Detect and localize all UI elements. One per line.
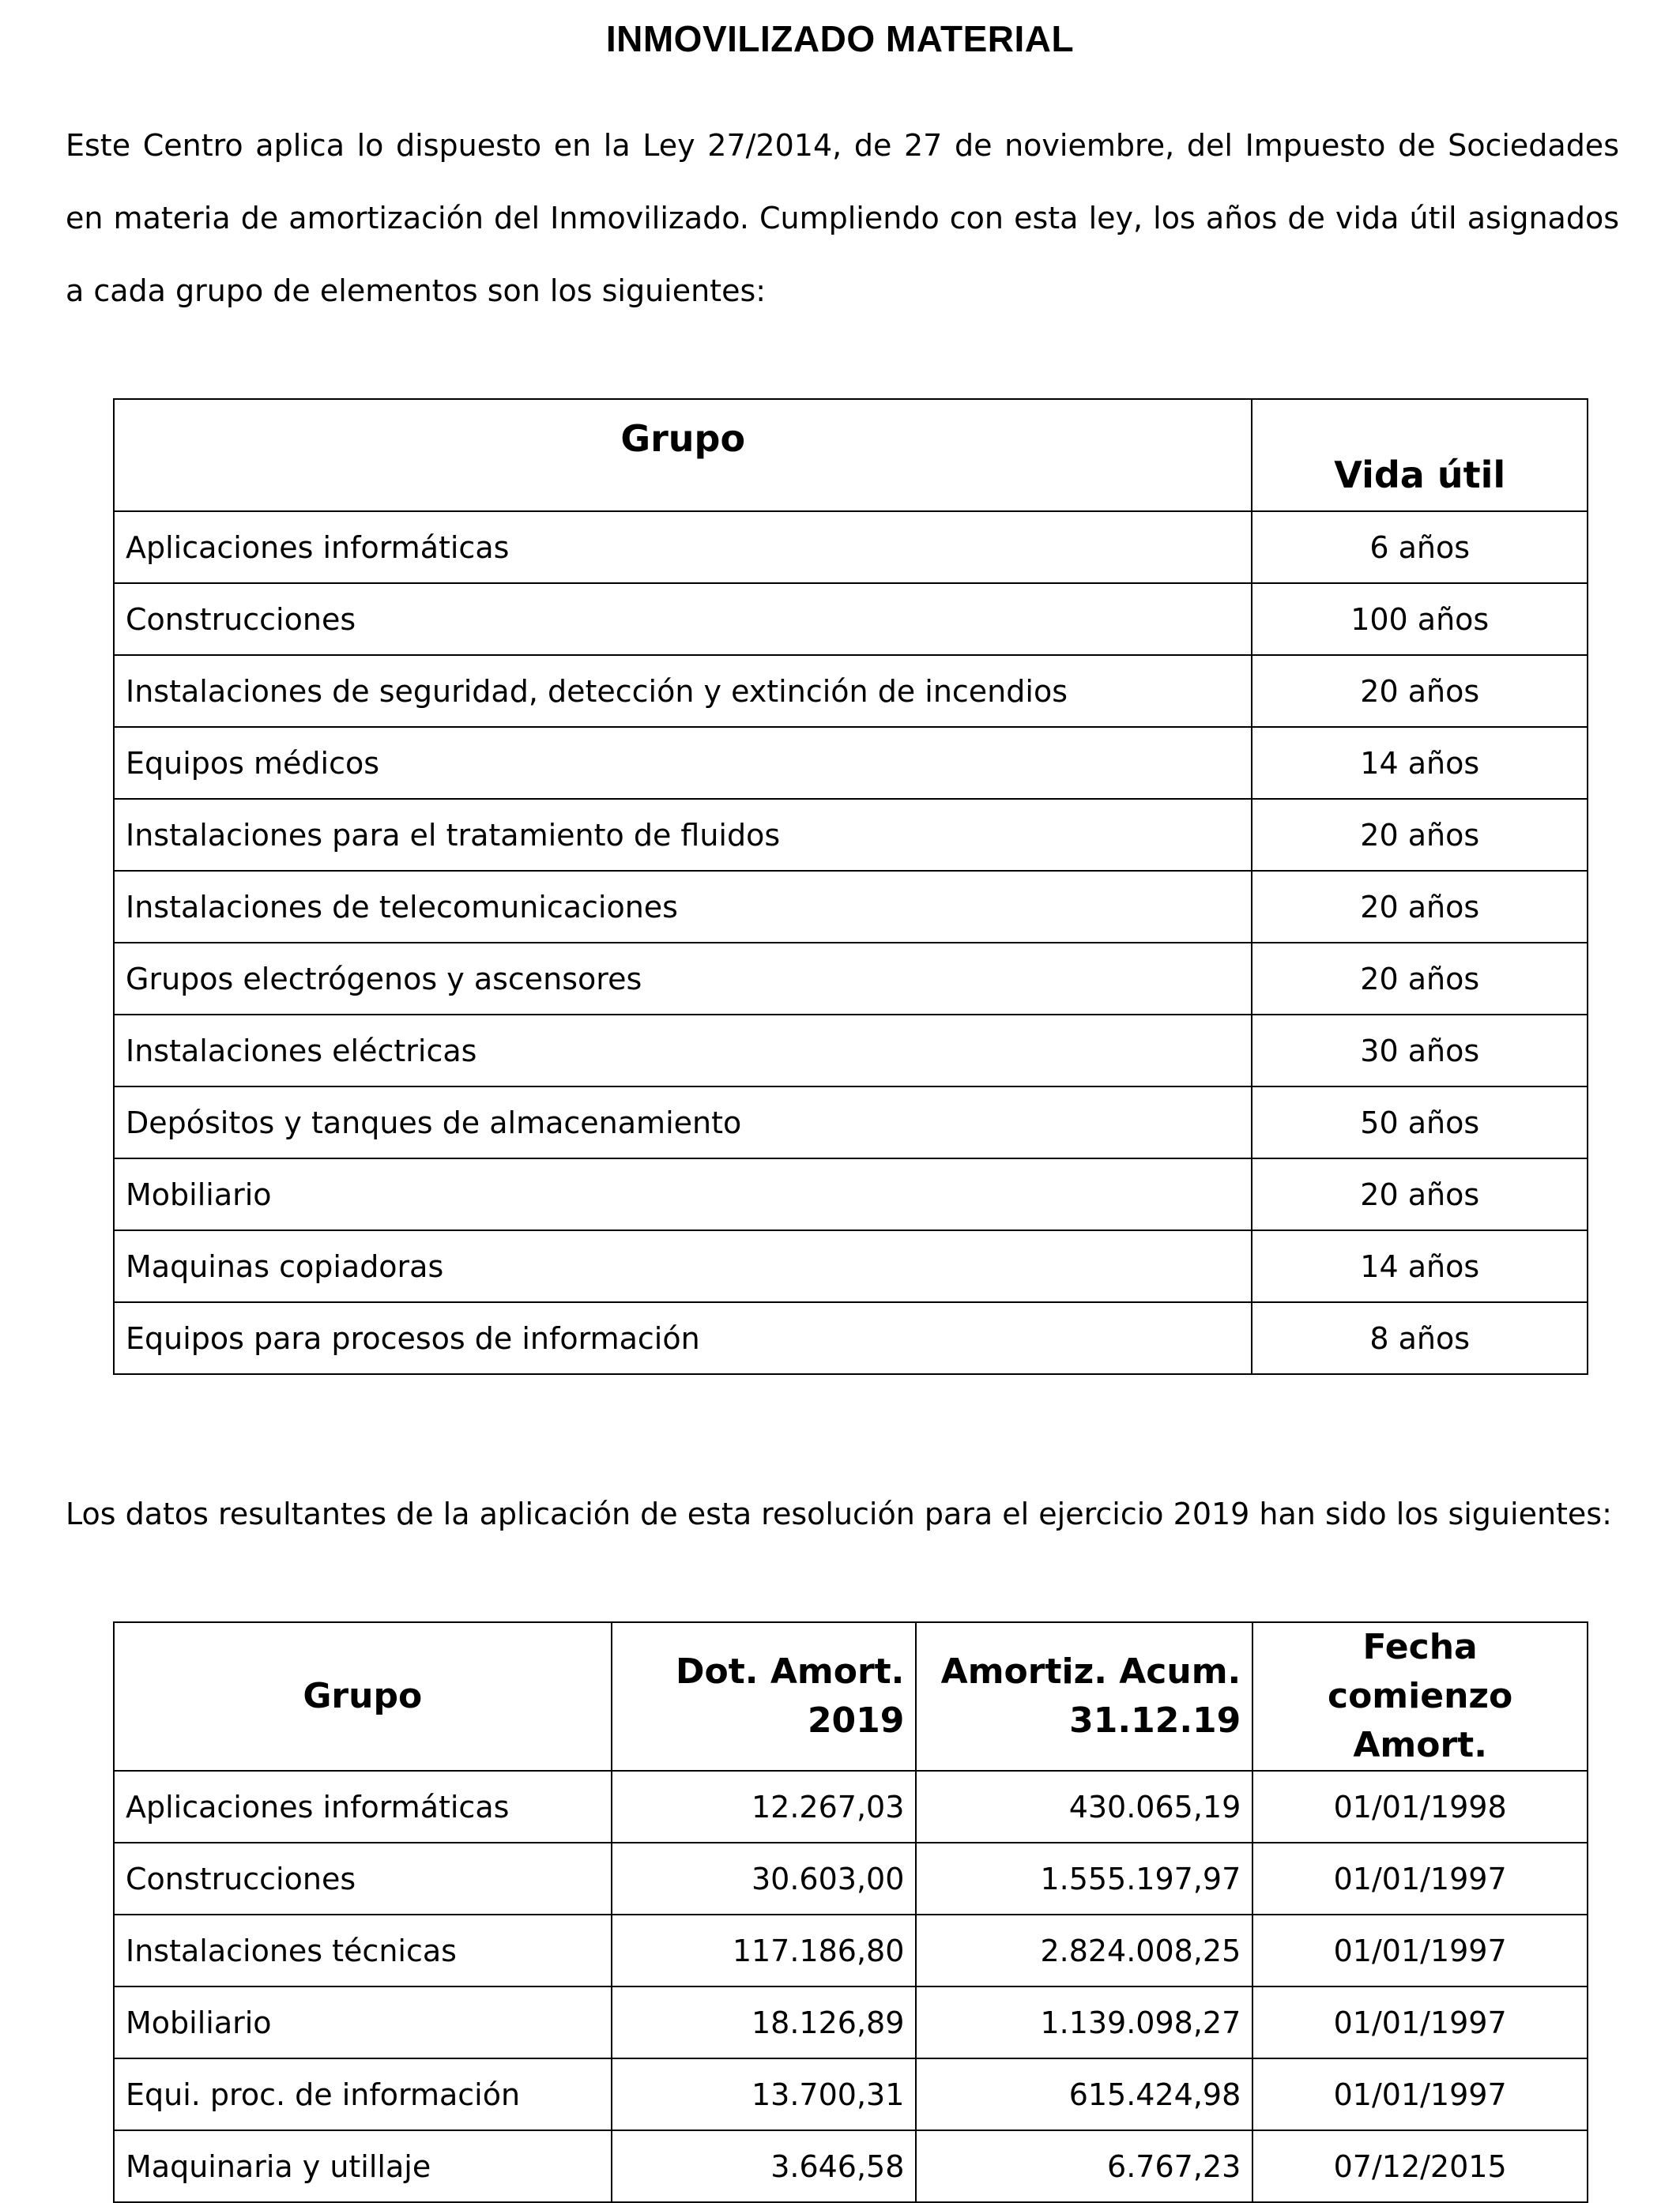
cell-grupo: Equipos médicos xyxy=(114,727,1252,799)
cell-grupo: Construcciones xyxy=(114,583,1252,655)
table-row xyxy=(114,511,1588,583)
cell-grupo: Mobiliario xyxy=(114,1158,1252,1230)
page-title: INMOVILIZADO MATERIAL xyxy=(605,18,1075,59)
table-row xyxy=(114,1843,1588,1915)
cell-grupo: Depósitos y tanques de almacenamiento xyxy=(114,1086,1252,1158)
header-line: 2019 xyxy=(807,1700,905,1741)
cell-fecha-comienzo: 07/12/2015 xyxy=(1252,2130,1588,2202)
cell-vida-util: 20 años xyxy=(1252,799,1588,871)
table-row xyxy=(114,799,1588,871)
useful-life-table xyxy=(113,398,1588,1375)
table-header-row xyxy=(114,399,1588,511)
cell-grupo: Maquinas copiadoras xyxy=(114,1230,1252,1302)
cell-vida-util: 100 años xyxy=(1252,583,1588,655)
header-line: Grupo xyxy=(303,1676,423,1716)
column-header-grupo: Grupo xyxy=(114,399,1252,511)
table-row xyxy=(114,943,1588,1015)
table-header-row xyxy=(114,1622,1588,1771)
intro-paragraph: Este Centro aplica lo dispuesto en la Ley 27/2014, de 27 de noviembre, del Impuesto de Sociedades en materia de amortización del Inmovilizado. Cumpliendo con esta ley, los años de vida útil asignados a cada grupo de elementos son los siguientes: xyxy=(66,128,1619,308)
cell-amortiz-acum: 1.139.098,27 xyxy=(916,1986,1252,2058)
column-header-amortiz-acum xyxy=(916,1622,1252,1771)
cell-vida-util: 50 años xyxy=(1252,1086,1588,1158)
cell-vida-util: 20 años xyxy=(1252,1158,1588,1230)
table-row xyxy=(114,2130,1588,2202)
cell-fecha-comienzo: 01/01/1997 xyxy=(1252,1986,1588,2058)
cell-dot-amort: 30.603,00 xyxy=(612,1843,917,1915)
cell-grupo: Aplicaciones informáticas xyxy=(114,511,1252,583)
cell-dot-amort: 3.646,58 xyxy=(612,2130,917,2202)
amortization-table xyxy=(113,1621,1588,2203)
table-row xyxy=(114,871,1588,943)
cell-fecha-comienzo: 01/01/1997 xyxy=(1252,2058,1588,2130)
cell-vida-util: 30 años xyxy=(1252,1015,1588,1086)
column-header-fecha-comienzo xyxy=(1252,1622,1588,1771)
cell-grupo: Instalaciones para el tratamiento de fluidos xyxy=(114,799,1252,871)
table-row xyxy=(114,1086,1588,1158)
table-row xyxy=(114,1915,1588,1986)
results-paragraph: Los datos resultantes de la aplicación de esta resolución para el ejercicio 2019 han sido los siguientes: xyxy=(66,1497,1612,1531)
cell-grupo: Grupos electrógenos y ascensores xyxy=(114,943,1252,1015)
header-line: Fecha comienzo xyxy=(1328,1627,1513,1716)
cell-vida-util: 14 años xyxy=(1252,1230,1588,1302)
column-header-vida-util: Vida útil xyxy=(1252,399,1588,511)
cell-grupo: Instalaciones de telecomunicaciones xyxy=(114,871,1252,943)
column-header-dot-amort xyxy=(612,1622,917,1771)
cell-vida-util: 6 años xyxy=(1252,511,1588,583)
cell-vida-util: 20 años xyxy=(1252,655,1588,727)
header-line: 31.12.19 xyxy=(1069,1700,1241,1741)
cell-dot-amort: 13.700,31 xyxy=(612,2058,917,2130)
header-line: Amortiz. Acum. xyxy=(940,1651,1241,1692)
table-row xyxy=(114,655,1588,727)
cell-vida-util: 20 años xyxy=(1252,943,1588,1015)
cell-amortiz-acum: 6.767,23 xyxy=(916,2130,1252,2202)
table-row xyxy=(114,583,1588,655)
header-line: Amort. xyxy=(1353,1725,1487,1765)
cell-dot-amort: 18.126,89 xyxy=(612,1986,917,2058)
cell-amortiz-acum: 1.555.197,97 xyxy=(916,1843,1252,1915)
cell-dot-amort: 117.186,80 xyxy=(612,1915,917,1986)
cell-grupo: Construcciones xyxy=(114,1843,612,1915)
table-row xyxy=(114,2058,1588,2130)
cell-vida-util: 20 años xyxy=(1252,871,1588,943)
table-row xyxy=(114,1302,1588,1374)
cell-grupo: Equi. proc. de información xyxy=(114,2058,612,2130)
header-line: Dot. Amort. xyxy=(676,1651,905,1692)
cell-grupo: Instalaciones técnicas xyxy=(114,1915,612,1986)
cell-vida-util: 14 años xyxy=(1252,727,1588,799)
cell-amortiz-acum: 430.065,19 xyxy=(916,1771,1252,1843)
cell-grupo: Maquinaria y utillaje xyxy=(114,2130,612,2202)
column-header-grupo xyxy=(114,1622,612,1771)
cell-grupo: Equipos para procesos de información xyxy=(114,1302,1252,1374)
table-row xyxy=(114,1015,1588,1086)
table-row xyxy=(114,1771,1588,1843)
table-row xyxy=(114,1986,1588,2058)
cell-amortiz-acum: 615.424,98 xyxy=(916,2058,1252,2130)
cell-fecha-comienzo: 01/01/1997 xyxy=(1252,1843,1588,1915)
cell-grupo: Mobiliario xyxy=(114,1986,612,2058)
table-row xyxy=(114,1158,1588,1230)
cell-grupo: Aplicaciones informáticas xyxy=(114,1771,612,1843)
cell-fecha-comienzo: 01/01/1997 xyxy=(1252,1915,1588,1986)
cell-dot-amort: 12.267,03 xyxy=(612,1771,917,1843)
table-row xyxy=(114,727,1588,799)
cell-vida-util: 8 años xyxy=(1252,1302,1588,1374)
cell-fecha-comienzo: 01/01/1998 xyxy=(1252,1771,1588,1843)
cell-grupo: Instalaciones eléctricas xyxy=(114,1015,1252,1086)
cell-grupo: Instalaciones de seguridad, detección y extinción de incendios xyxy=(114,655,1252,727)
table-row xyxy=(114,1230,1588,1302)
cell-amortiz-acum: 2.824.008,25 xyxy=(916,1915,1252,1986)
